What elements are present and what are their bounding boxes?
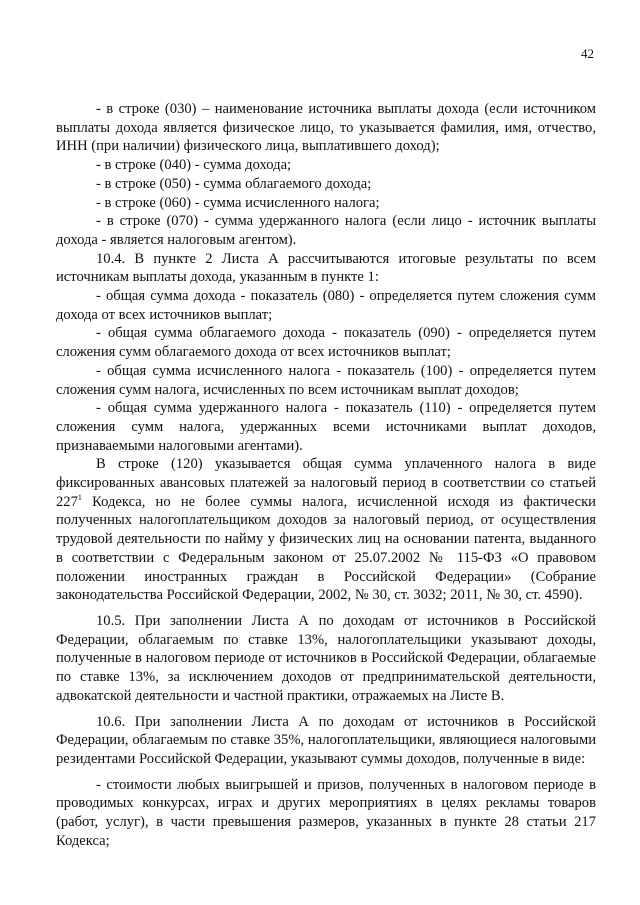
section-paragraph: 10.5. При заполнении Листа А по доходам от источников в Российской Федерации, облагаемым по ставке 13%, налогоплательщики указывают доходы, полученные в налоговом периоде от источников в Российской Федерации, облагаемые по ставке 13%, за исключением доходов от предпринимательской деятельности, адвокатской деятельности и частной практики, отражаемых на Листе В.: [56, 612, 596, 704]
list-item: - общая сумма удержанного налога - показатель (110) - определяется путем сложения сумм налога, удержанных всеми источниками выплат доходов, признаваемыми налоговыми агентами).: [56, 400, 596, 454]
page-number: 42: [581, 46, 594, 61]
list-item: - общая сумма облагаемого дохода - показатель (090) - определяется путем сложения сумм облагаемого дохода от всех источников выплат;: [56, 325, 596, 361]
paragraph-text: Кодекса, но не более суммы налога, исчисленной исходя из фактически полученных налогоплательщиком доходов за налоговый период, от осуществления трудовой деятельности по найму у физических лиц на основании патента, выданного в соответствии с Федеральным законом от 25.07.2002 № 115-ФЗ «О правовом положении иностранных граждан в Российской Федерации» (Собрание законодательства Российской Федерации, 2002, № 30, ст. 3032; 2011, № 30, ст. 4590).: [56, 493, 596, 604]
superscript: 1: [77, 492, 82, 502]
document-body: [56, 100, 596, 850]
list-item: - стоимости любых выигрышей и призов, полученных в налоговом периоде в проводимых конкурсах, играх и других мероприятиях в целях рекламы товаров (работ, услуг), в части превышения размеров, указанных в пункте 28 статьи 217 Кодекса;: [56, 776, 596, 849]
list-item: - в строке (040) - сумма дохода;: [96, 157, 292, 174]
paragraph: [56, 455, 596, 605]
section-paragraph: 10.6. При заполнении Листа А по доходам от источников в Российской Федерации, облагаемым по ставке 35%, налогоплательщики, являющиеся налоговыми резидентами Российской Федерации, указывают суммы доходов, полученные в виде:: [56, 713, 596, 767]
paragraph-text: В строке (120) указывается общая сумма уплаченного налога в виде фиксированных авансовых платежей за налоговый период в соответствии со статьей 227: [56, 456, 596, 510]
list-item: - в строке (060) - сумма исчисленного налога;: [96, 194, 380, 211]
list-item: - в строке (030) – наименование источника выплаты дохода (если источником выплаты дохода является физическое лицо, то указывается фамилия, имя, отчество, ИНН (при наличии) физического лица, выплатившего доход);: [56, 101, 596, 155]
list-item: - в строке (050) - сумма облагаемого дохода;: [96, 175, 372, 192]
list-item: - общая сумма дохода - показатель (080) - определяется путем сложения сумм дохода от всех источников выплат;: [56, 288, 596, 323]
list-item: - в строке (070) - сумма удержанного налога (если лицо - источник выплаты дохода - является налоговым агентом).: [56, 213, 596, 248]
section-paragraph: 10.4. В пункте 2 Листа А рассчитываются итоговые результаты по всем источникам выплаты дохода, указанным в пункте 1:: [56, 250, 596, 286]
list-item: - общая сумма исчисленного налога - показатель (100) - определяется путем сложения сумм налога, исчисленных по всем источникам выплат доходов;: [56, 362, 596, 398]
